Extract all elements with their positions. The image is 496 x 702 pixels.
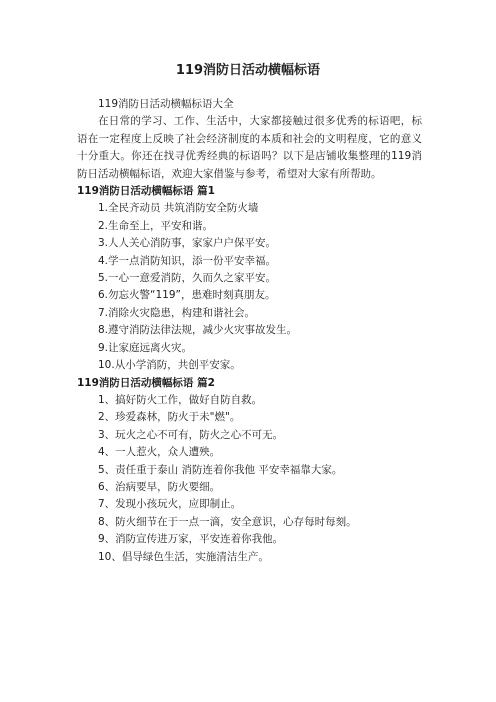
section-heading: 119消防日活动横幅标语 篇2 xyxy=(77,376,215,389)
list-item: 3、玩火之心不可有，防火之心不可无。 xyxy=(98,428,284,441)
list-item: 6.勿忘火警“119”，患难时刻真朋友。 xyxy=(98,289,276,302)
list-item: 1、搞好防火工作，做好自防自救。 xyxy=(98,393,263,406)
list-item: 5、责任重于泰山 消防连着你我他 平安幸福靠大家。 xyxy=(98,463,343,476)
list-item: 4、一人惹火，众人遭殃。 xyxy=(98,446,221,459)
list-item: 9.让家庭远离火灾。 xyxy=(98,341,193,354)
document-title: 119消防日活动横幅标语 xyxy=(175,63,321,78)
list-item: 2.生命至上，平安和谐。 xyxy=(98,219,214,232)
list-item: 10、倡导绿色生活，实施清洁生产。 xyxy=(98,550,269,563)
list-item: 1.全民齐动员 共筑消防安全防火墙 xyxy=(98,202,259,215)
list-item: 3.人人关心消防事，家家户户保平安。 xyxy=(98,237,277,250)
list-item: 7.消除火灾隐患，构建和谐社会。 xyxy=(98,306,256,319)
document-body xyxy=(77,96,422,566)
list-item: 7、发现小孩玩火，应即制止。 xyxy=(98,498,242,511)
list-item: 6、治病要早，防火要细。 xyxy=(98,480,221,493)
intro-paragraph: 在日常的学习、工作、生活中，大家都接触过很多优秀的标语吧，标语在一定程度上反映了社会经济制度的本质和社会的文明程度，它的意义十分重大。你还在找寻优秀经典的标语吗？以下是店铺收集整理的119消防日活动横幅标语，欢迎大家借鉴与参考，希望对大家有所帮助。 xyxy=(77,115,422,180)
list-item: 9、消防宣传进万家，平安连着你我他。 xyxy=(98,533,284,546)
list-item: 2、珍爱森林，防火于未"燃"。 xyxy=(98,411,241,424)
subtitle-line: 119消防日活动横幅标语大全 xyxy=(98,98,234,110)
list-item: 8、防火细节在于一点一滴，安全意识，心存每时每刻。 xyxy=(98,515,357,528)
list-item: 4.学一点消防知识，添一份平安幸福。 xyxy=(98,254,277,267)
list-item: 8.遵守消防法律法规，减少火灾事故发生。 xyxy=(98,324,298,337)
list-item: 10.从小学消防，共创平安家。 xyxy=(98,359,241,372)
section-heading: 119消防日活动横幅标语 篇1 xyxy=(77,185,215,198)
list-item: 5.一心一意爱消防，久而久之家平安。 xyxy=(98,272,277,285)
